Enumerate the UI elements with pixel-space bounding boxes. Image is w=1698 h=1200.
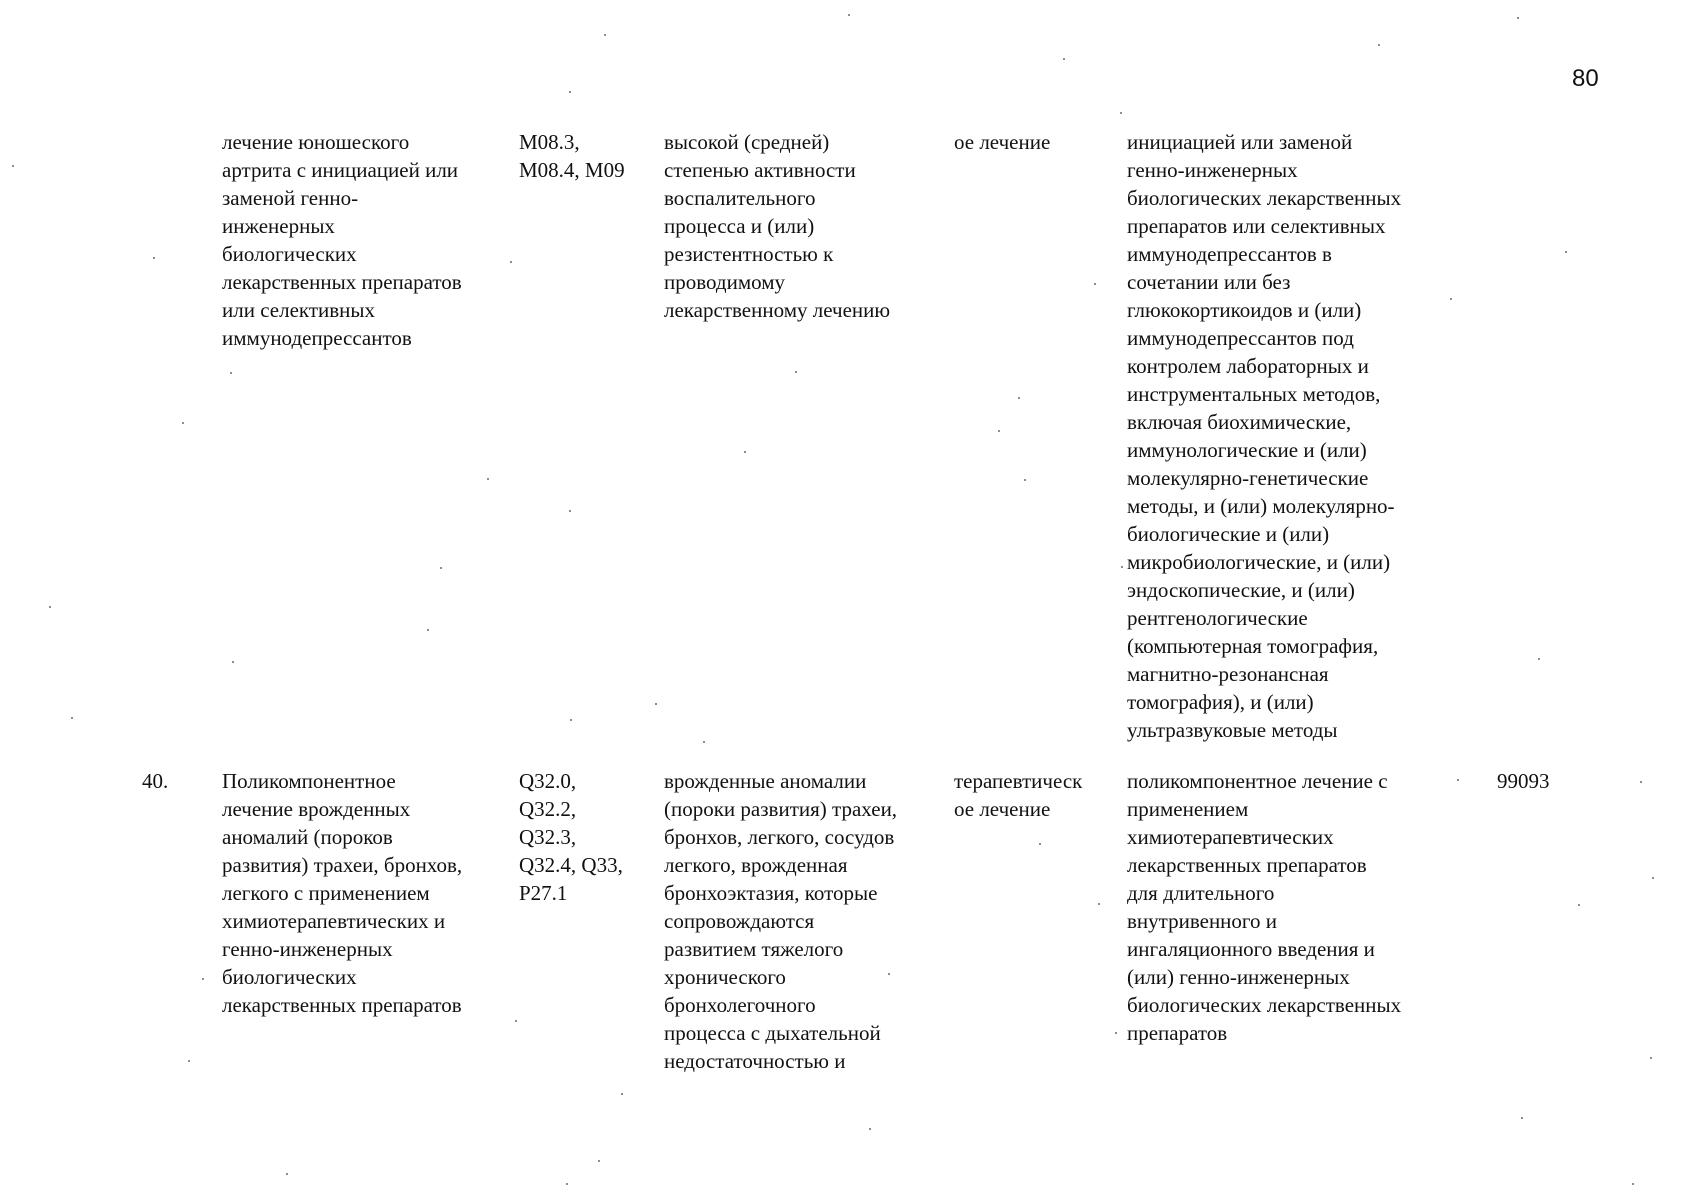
cell-text-line: сочетании или без [1127, 270, 1291, 294]
cell-text-line: ое лечение [954, 797, 1051, 821]
cell-text-line: инженерных [222, 214, 335, 238]
continued-row-name-cell [222, 128, 462, 352]
cell-text-line: томография), и (или) [1127, 690, 1314, 714]
cell-text-line: ингаляционного введения и [1127, 937, 1375, 961]
cell-text-line: Q32.3, [519, 825, 577, 849]
cell-text-line: лекарственных препаратов [222, 270, 462, 294]
cell-text-line: лечение врожденных [222, 797, 411, 821]
cell-text-line: бронхолегочного [664, 993, 816, 1017]
row-40-method-cell [1127, 767, 1401, 1047]
cell-text-line: легкого с применением [222, 881, 430, 905]
cell-text-line: методы, и (или) молекулярно- [1127, 494, 1395, 518]
cell-text-line: процесса и (или) [664, 214, 815, 238]
cell-text-line: (компьютерная томография, [1127, 634, 1379, 658]
cell-text-line: лекарственных препаратов [1127, 853, 1367, 877]
cell-text-line: инструментальных методов, [1127, 382, 1381, 406]
cell-text-line: (или) генно-инженерных [1127, 965, 1350, 989]
cell-text-line: Q32.2, [519, 797, 577, 821]
cell-text-line: лечение юношеского [222, 130, 410, 154]
cell-text-line: препаратов [1127, 1021, 1228, 1045]
cell-text-line: генно-инженерных [1127, 158, 1298, 182]
cell-text-line: микробиологические, и (или) [1127, 550, 1391, 574]
cell-text-line: ультразвуковые методы [1127, 718, 1338, 742]
row-number: 40. [142, 769, 169, 793]
cell-text-line: резистентностью к [664, 242, 834, 266]
cell-text-line: или селективных [222, 298, 376, 322]
row-40-treatment-type-cell [954, 767, 1082, 823]
cell-text-line: развития) трахеи, бронхов, [222, 853, 463, 877]
cell-text-line: биологических лекарственных [1127, 186, 1402, 210]
cell-text-line: степенью активности [664, 158, 856, 182]
cell-text-line: поликомпонентное лечение с [1127, 769, 1388, 793]
cell-text-line: Поликомпонентное [222, 769, 396, 793]
page-number: 80 [1572, 65, 1599, 92]
cell-text-line: недостаточностью и [664, 1049, 846, 1073]
cell-text-line: внутривенного и [1127, 909, 1277, 933]
continued-row-treatment-type-cell [954, 128, 1050, 156]
cell-text-line: врожденные аномалии [664, 769, 867, 793]
cell-text-line: легкого, врожденная [664, 853, 848, 877]
cell-text-line: препаратов или селективных [1127, 214, 1386, 238]
cell-text-line: инициацией или заменой [1127, 130, 1353, 154]
cell-text-line: иммунологические и (или) [1127, 438, 1367, 462]
cell-text-line: магнитно-резонансная [1127, 662, 1329, 686]
row-40-codes-cell [519, 767, 623, 907]
cell-text-line: (пороки развития) трахеи, [664, 797, 898, 821]
cell-text-line: ое лечение [954, 130, 1051, 154]
continued-row-patient-model-cell [664, 128, 890, 324]
cell-text-line: химиотерапевтических [1127, 825, 1334, 849]
cell-text-line: иммунодепрессантов под [1127, 326, 1354, 350]
cell-text-line: включая биохимические, [1127, 410, 1352, 434]
cell-text-line: терапевтическ [954, 769, 1083, 793]
cell-text-line: аномалий (пороков [222, 825, 393, 849]
cell-text-line: проводимому [664, 270, 786, 294]
cell-text-line: для длительного [1127, 881, 1275, 905]
cell-text-line: применением [1127, 797, 1249, 821]
cell-text-line: генно-инженерных [222, 937, 393, 961]
cell-text-line: контролем лабораторных и [1127, 354, 1369, 378]
cell-text-line: заменой генно- [222, 186, 359, 210]
cell-text-line: молекулярно-генетические [1127, 466, 1369, 490]
cell-text-line: хронического [664, 965, 786, 989]
cell-text-line: биологических [222, 965, 357, 989]
cell-text-line: P27.1 [519, 881, 568, 905]
cell-text-line: глюкокортикоидов и (или) [1127, 298, 1362, 322]
cell-text-line: М08.3, [519, 130, 580, 154]
cell-text-line: иммунодепрессантов [222, 326, 412, 350]
cell-text-line: иммунодепрессантов в [1127, 242, 1332, 266]
cell-text-line: М08.4, М09 [519, 158, 625, 182]
cell-text-line: высокой (средней) [664, 130, 830, 154]
cell-text-line: лекарственных препаратов [222, 993, 462, 1017]
continued-row-method-cell [1127, 128, 1401, 744]
cell-text-line: процесса с дыхательной [664, 1021, 881, 1045]
cell-text-line: лекарственному лечению [664, 298, 891, 322]
row-40-name-cell [222, 767, 462, 1019]
row-40-patient-model-cell [664, 767, 897, 1075]
continued-row-codes-cell [519, 128, 625, 184]
cell-text-line: биологических лекарственных [1127, 993, 1402, 1017]
cell-text-line: бронхов, легкого, сосудов [664, 825, 895, 849]
cell-text-line: эндоскопические, и (или) [1127, 578, 1355, 602]
cell-text-line: артрита с инициацией или [222, 158, 459, 182]
cell-text-line: рентгенологические [1127, 606, 1308, 630]
cell-text-line: химиотерапевтических и [222, 909, 446, 933]
cell-text-line: воспалительного [664, 186, 816, 210]
cell-text-line: развитием тяжелого [664, 937, 844, 961]
row-40-cost-cell: 99093 [1497, 769, 1550, 793]
cell-text-line: биологических [222, 242, 357, 266]
cell-text-line: Q32.4, Q33, [519, 853, 623, 877]
cell-text-line: Q32.0, [519, 769, 577, 793]
cell-text-line: биологические и (или) [1127, 522, 1330, 546]
cell-text-line: бронхоэктазия, которые [664, 881, 878, 905]
cell-text-line: сопровождаются [664, 909, 815, 933]
